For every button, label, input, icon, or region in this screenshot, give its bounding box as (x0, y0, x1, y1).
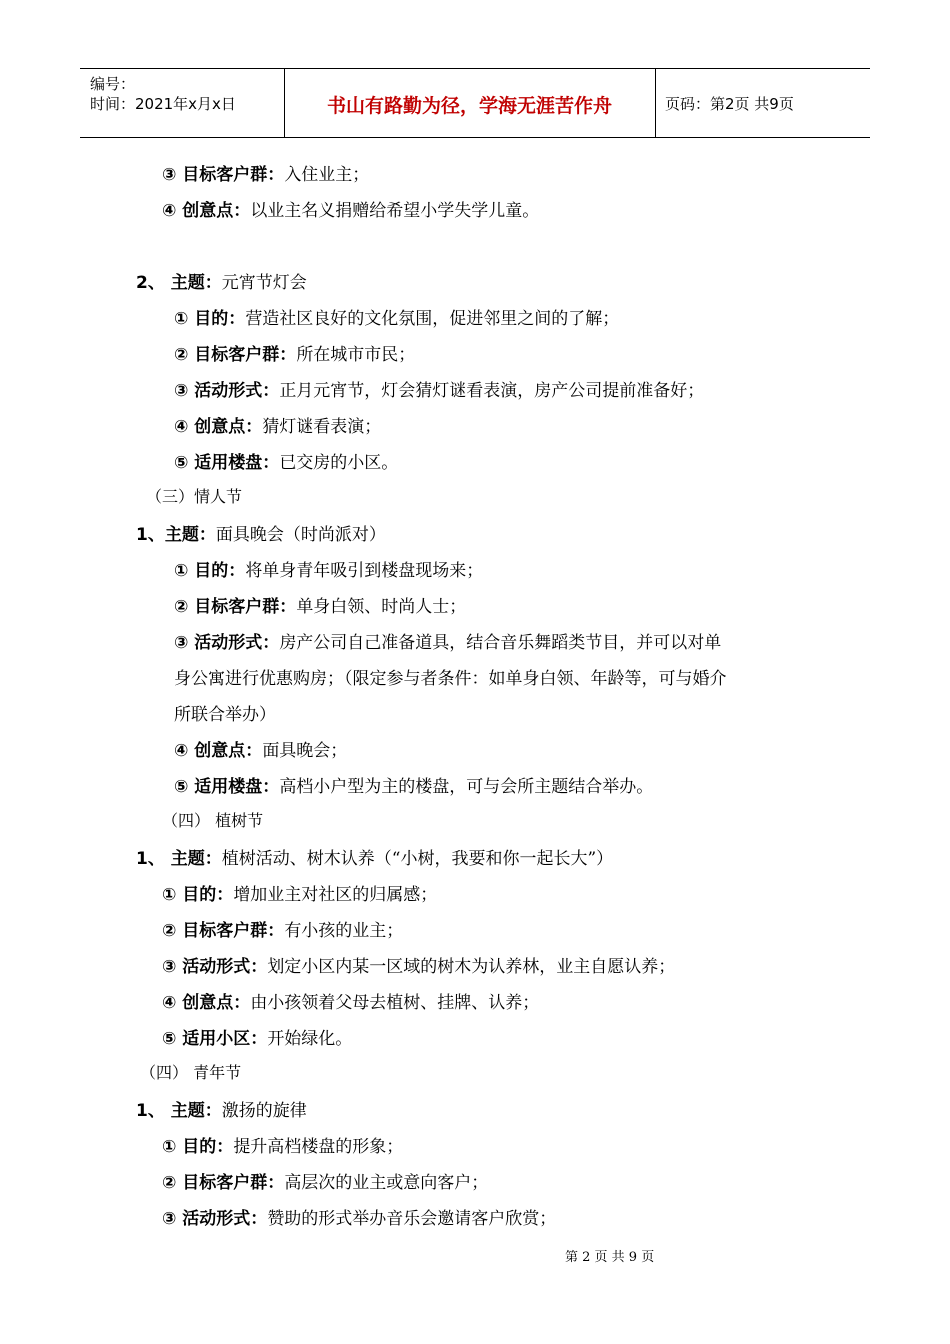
list-item: ⑤ 适用小区：开始绿化。 (162, 1029, 353, 1049)
list-item: ⑤ 适用楼盘：高档小户型为主的楼盘，可与会所主题结合举办。 (174, 777, 654, 797)
list-item: ① 目的：将单身青年吸引到楼盘现场来； (174, 561, 484, 581)
header-page-cell (655, 69, 870, 137)
list-item: ② 目标客户群：所在城市市民； (174, 345, 416, 365)
section-heading: （四） 青年节 (140, 1063, 242, 1082)
list-item: ② 目标客户群：高层次的业主或意向客户； (162, 1173, 489, 1193)
theme-heading: 2、 主题：元宵节灯会 (136, 273, 307, 293)
list-item: ③ 活动形式：正月元宵节，灯会猜灯谜看表演，房产公司提前准备好； (174, 381, 705, 401)
motto: 书山有路勤为径，学海无涯苦作舟 (326, 95, 612, 117)
section-heading: （四） 植树节 (162, 811, 264, 830)
page-header (80, 68, 870, 138)
list-item: ② 目标客户群：有小孩的业主； (162, 921, 404, 941)
header-motto-cell (284, 69, 656, 137)
list-item: ④ 创意点：猜灯谜看表演； (174, 417, 382, 437)
theme-heading: 1、主题：面具晚会（时尚派对） (136, 525, 386, 545)
list-item: ③ 活动形式：赞助的形式举办音乐会邀请客户欣赏； (162, 1209, 557, 1229)
list-item: ① 目的：营造社区良好的文化氛围，促进邻里之间的了解； (174, 309, 620, 329)
page-footer: 第 2 页 共 9 页 (565, 1250, 655, 1265)
list-item: ② 目标客户群：单身白领、时尚人士； (174, 597, 467, 617)
section-heading: （三）情人节 (146, 487, 243, 506)
number-label: 编号： (90, 75, 136, 93)
list-item: ⑤ 适用楼盘：已交房的小区。 (174, 453, 399, 473)
header-meta-cell (80, 69, 285, 137)
list-item: ① 目的：增加业主对社区的归属感； (162, 885, 438, 905)
time-label: 时间：2021年x月x日 (90, 95, 236, 113)
list-item: ④ 创意点：面具晚会； (174, 741, 348, 761)
list-item: ① 目的：提升高档楼盘的形象； (162, 1137, 404, 1157)
list-item-continued: 身公寓进行优惠购房；（限定参与者条件：如单身白领、年龄等，可与婚介 (174, 669, 727, 689)
theme-heading: 1、 主题：激扬的旋律 (136, 1101, 307, 1121)
list-item: ④ 创意点：以业主名义捐赠给希望小学失学儿童。 (162, 201, 540, 221)
list-item: ④ 创意点：由小孩领着父母去植树、挂牌、认养； (162, 993, 540, 1013)
list-item-continued: 所联合举办） (174, 705, 276, 725)
theme-heading: 1、 主题：植树活动、树木认养（“小树，我要和你一起长大”） (136, 849, 614, 869)
list-item: ③ 活动形式：划定小区内某一区域的树木为认养林，业主自愿认养； (162, 957, 676, 977)
list-item: ③ 目标客户群：入住业主； (162, 165, 370, 185)
page-code: 页码：第2页 共9页 (665, 95, 794, 113)
list-item: ③ 活动形式：房产公司自己准备道具，结合音乐舞蹈类节目，并可以对单 (174, 633, 722, 653)
